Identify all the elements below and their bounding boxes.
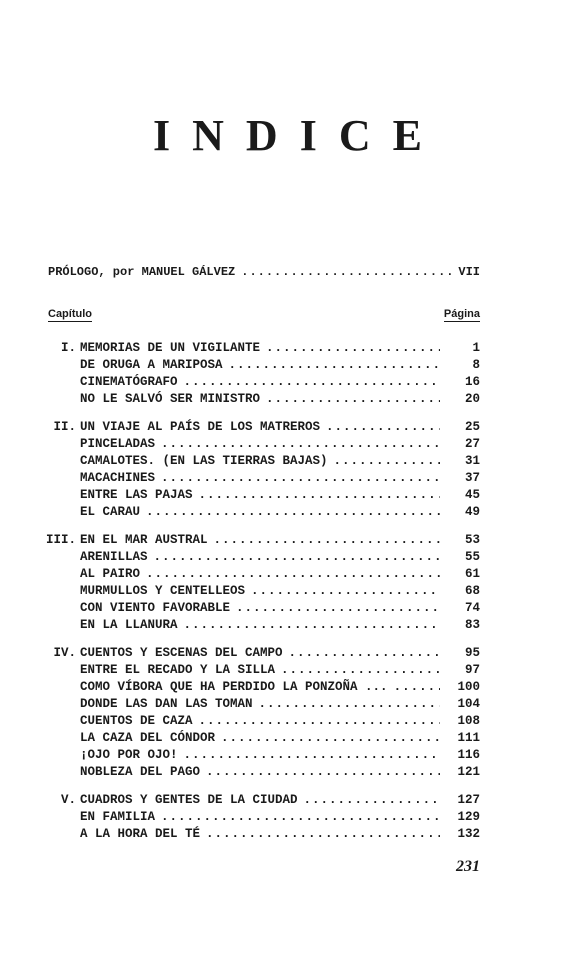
leader-dots [206,826,440,843]
section-title: CUENTOS DE CAZA [80,714,193,728]
leader-dots [266,340,440,357]
section-entry [40,826,480,843]
chapter-block [40,532,480,634]
leader-dots [161,436,440,453]
section-entry [40,453,480,470]
section-entry [40,583,480,600]
prologue-label: PRÓLOGO, por [48,265,135,279]
page-number: 231 [456,858,480,875]
chapter-page: 25 [464,420,480,434]
chapter-page: 127 [457,793,480,807]
leader-dots [259,696,440,713]
leader-dots [184,374,440,391]
chapter-entry [40,340,480,357]
section-entry [40,713,480,730]
section-page: 74 [464,601,480,615]
section-entry [40,730,480,747]
section-page: 116 [457,748,480,762]
section-title: A LA HORA DEL TÉ [80,827,201,841]
leader-dots [161,809,440,826]
prologue-author: MANUEL GÁLVEZ [141,265,236,279]
chapter-entry [40,792,480,809]
section-title: NO LE SALVÓ SER MINISTRO [80,392,261,406]
section-page: 100 [457,680,480,694]
section-page: 129 [457,810,480,824]
chapter-title: CUENTOS Y ESCENAS DEL CAMPO [80,646,283,660]
section-entry [40,764,480,781]
section-title: COMO VÍBORA QUE HA PERDIDO LA PONZOÑA ... [80,680,388,694]
leader-dots [281,662,440,679]
page-title: INDICE [153,111,444,160]
leader-dots [251,583,440,600]
prologue-entry [48,265,480,279]
section-title: ¡OJO POR OJO! [80,748,178,762]
section-entry [40,357,480,374]
section-title: AL PAIRO [80,567,141,581]
leader-dots [241,265,452,279]
chapter-number: IV. [53,646,76,660]
section-title: CAMALOTES. (EN LAS TIERRAS BAJAS) [80,454,328,468]
page-column-header: Página [443,308,480,320]
column-headers [48,308,480,322]
section-title: MACACHINES [80,471,156,485]
section-entry [40,391,480,408]
leader-dots [214,532,440,549]
chapter-block [40,792,480,843]
chapter-entry [40,645,480,662]
section-entry [40,600,480,617]
section-page: 111 [457,731,480,745]
leader-dots [221,730,440,747]
section-entry [40,617,480,634]
section-title: ENTRE EL RECADO Y LA SILLA [80,663,276,677]
section-page: 132 [457,827,480,841]
section-page: 121 [457,765,480,779]
leader-dots [184,617,440,634]
section-entry [40,696,480,713]
leader-dots [206,764,440,781]
section-page: 83 [464,618,480,632]
section-entry [40,566,480,583]
leader-dots [326,419,440,436]
leader-dots [334,453,440,470]
section-page: 20 [464,392,480,406]
chapter-page: 95 [464,646,480,660]
section-page: 16 [464,375,480,389]
section-page: 61 [464,567,480,581]
section-entry [40,662,480,679]
chapter-title: UN VIAJE AL PAÍS DE LOS MATREROS [80,420,321,434]
section-title: MURMULLOS Y CENTELLEOS [80,584,246,598]
section-title: EN FAMILIA [80,810,156,824]
section-page: 97 [464,663,480,677]
section-entry [40,436,480,453]
section-title: LA CAZA DEL CÓNDOR [80,731,216,745]
prologue-page: VII [458,265,480,279]
section-page: 45 [464,488,480,502]
section-title: CON VIENTO FAVORABLE [80,601,231,615]
section-page: 37 [464,471,480,485]
chapter-title: MEMORIAS DE UN VIGILANTE [80,341,261,355]
chapter-block [40,340,480,408]
section-title: CINEMATÓGRAFO [80,375,178,389]
section-entry [40,487,480,504]
chapter-title: CUADROS Y GENTES DE LA CIUDAD [80,793,298,807]
chapter-number: III. [45,533,76,547]
section-title: EL CARAU [80,505,141,519]
section-page: 27 [464,437,480,451]
section-title: EN LA LLANURA [80,618,178,632]
leader-dots [199,713,440,730]
section-entry [40,374,480,391]
chapter-number: II. [53,420,76,434]
leader-dots [154,549,440,566]
section-page: 104 [457,697,480,711]
section-page: 31 [464,454,480,468]
section-title: ENTRE LAS PAJAS [80,488,193,502]
leader-dots [161,470,440,487]
section-page: 55 [464,550,480,564]
section-entry [40,679,480,696]
section-page: 49 [464,505,480,519]
section-title: NOBLEZA DEL PAGO [80,765,201,779]
section-entry [40,747,480,764]
chapter-number: I. [60,341,76,355]
leader-dots [146,566,440,583]
section-entry [40,470,480,487]
section-title: DONDE LAS DAN LAS TOMAN [80,697,253,711]
chapter-column-header: Capítulo [48,308,92,320]
leader-dots [184,747,440,764]
section-page: 8 [472,358,480,372]
section-page: 68 [464,584,480,598]
chapter-page: 53 [464,533,480,547]
leader-dots [289,645,440,662]
leader-dots [266,391,440,408]
section-title: PINCELADAS [80,437,156,451]
chapter-block [40,645,480,781]
leader-dots [394,679,440,696]
leader-dots [146,504,440,521]
chapter-entry [40,532,480,549]
leader-dots [236,600,440,617]
section-title: ARENILLAS [80,550,148,564]
section-title: DE ORUGA A MARIPOSA [80,358,223,372]
leader-dots [304,792,440,809]
section-entry [40,809,480,826]
section-page: 108 [457,714,480,728]
chapter-block [40,419,480,521]
table-of-contents [40,340,480,854]
section-entry [40,504,480,521]
chapter-page: 1 [472,341,480,355]
leader-dots [199,487,440,504]
chapter-number: V. [60,793,76,807]
chapter-entry [40,419,480,436]
leader-dots [229,357,440,374]
chapter-title: EN EL MAR AUSTRAL [80,533,208,547]
section-entry [40,549,480,566]
